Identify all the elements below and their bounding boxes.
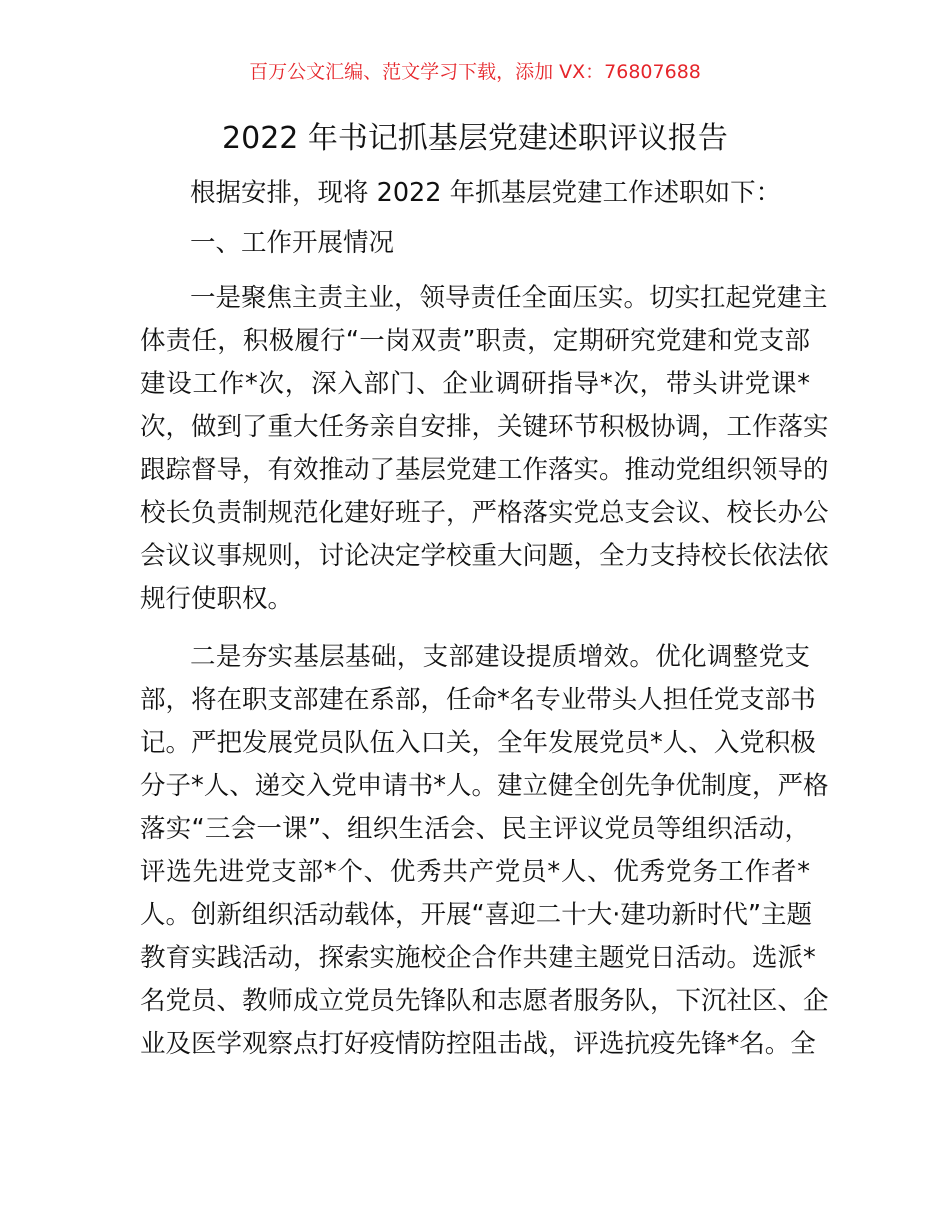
paragraph-line: 会议议事规则，讨论决定学校重大问题，全力支持校长依法依 bbox=[140, 541, 829, 571]
paragraph-line: 名党员、教师成立党员先锋队和志愿者服务队，下沉社区、企 bbox=[140, 986, 829, 1016]
paragraph-line: 建设工作*次，深入部门、企业调研指导*次，带头讲党课* bbox=[140, 369, 810, 399]
paragraph-line: 分子*人、递交入党申请书*人。建立健全创先争优制度，严格 bbox=[140, 771, 829, 801]
paragraph-line: 跟踪督导，有效推动了基层党建工作落实。推动党组织领导的 bbox=[140, 455, 829, 485]
paragraph-line: 业及医学观察点打好疫情防控阻击战，评选抗疫先锋*名。全 bbox=[140, 1029, 816, 1059]
paragraph-line: 次，做到了重大任务亲自安排，关键环节积极协调，工作落实 bbox=[140, 412, 829, 442]
paragraph-line: 二是夯实基层基础，支部建设提质增效。优化调整党支 bbox=[190, 642, 810, 672]
paragraph-line: 校长负责制规范化建好班子，严格落实党总支会议、校长办公 bbox=[140, 498, 829, 528]
paragraph-line: 体责任，积极履行“一岗双责”职责，定期研究党建和党支部 bbox=[140, 326, 810, 356]
paragraph-line: 一是聚焦主责主业，领导责任全面压实。切实扛起党建主 bbox=[190, 283, 828, 313]
paragraph-line: 评选先进党支部*个、优秀共产党员*人、优秀党务工作者* bbox=[140, 857, 810, 887]
paragraph-line: 落实“三会一课”、组织生活会、民主评议党员等组织活动， bbox=[140, 814, 810, 844]
document-title: 2022 年书记抓基层党建述职评议报告 bbox=[222, 121, 728, 156]
paragraph-line: 记。严把发展党员队伍入口关，全年发展党员*人、入党积极 bbox=[140, 728, 816, 758]
paragraph-line: 规行使职权。 bbox=[140, 584, 294, 614]
paragraph-line: 人。创新组织活动载体，开展“喜迎二十大·建功新时代”主题 bbox=[140, 900, 813, 930]
paragraph-line: 教育实践活动，探索实施校企合作共建主题党日活动。选派* bbox=[140, 943, 816, 973]
paragraph-line: 部，将在职支部建在系部，任命*名专业带头人担任党支部书 bbox=[140, 685, 816, 715]
section-heading: 一、工作开展情况 bbox=[190, 228, 395, 258]
watermark-header: 百万公文汇编、范文学习下载，添加 VX：76807688 bbox=[249, 61, 701, 83]
intro-line: 根据安排，现将 2022 年抓基层党建工作述职如下： bbox=[190, 178, 782, 208]
